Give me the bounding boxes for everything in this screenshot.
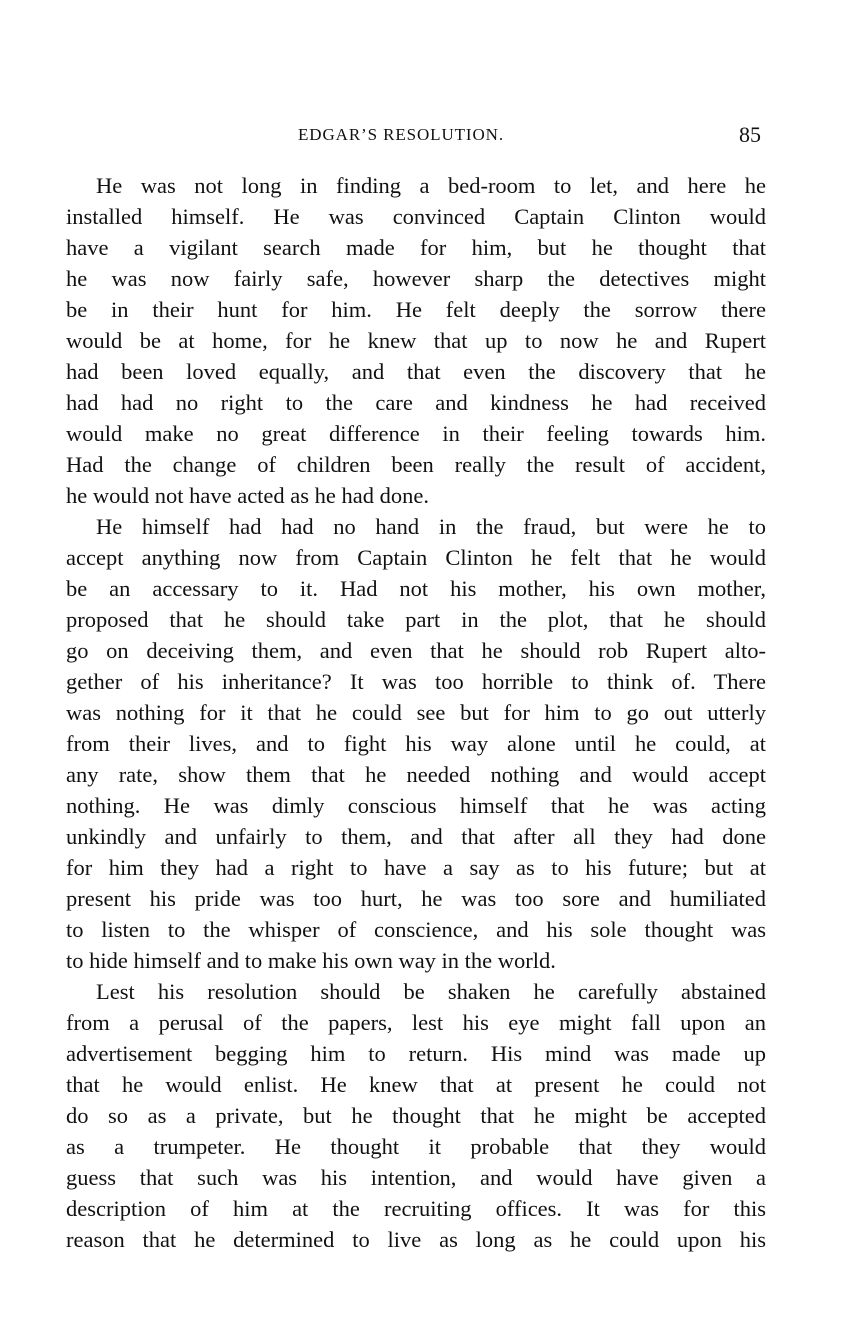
text-line: have a vigilant search made for him, but he thought that [66, 235, 766, 260]
paragraph [66, 976, 766, 1255]
text-line: had been loved equally, and that even the discovery that he [66, 359, 766, 384]
paragraph [66, 511, 766, 976]
text-line: had had no right to the care and kindness he had received [66, 390, 766, 415]
text-line: from their lives, and to fight his way alone until he could, at [66, 731, 766, 756]
text-line: unkindly and unfairly to them, and that after all they had done [66, 824, 766, 849]
text-line: from a perusal of the papers, lest his eye might fall upon an [66, 1010, 766, 1035]
paragraph [66, 170, 766, 511]
text-line: description of him at the recruiting offices. It was for this [66, 1196, 766, 1221]
text-line: he would not have acted as he had done. [66, 483, 429, 508]
running-title: EDGAR’S RESOLUTION. [298, 125, 504, 144]
text-line: for him they had a right to have a say as to his future; but at [66, 855, 766, 880]
text-line: installed himself. He was convinced Captain Clinton would [66, 204, 766, 229]
text-line: would be at home, for he knew that up to now he and Rupert [66, 328, 766, 353]
text-line: to listen to the whisper of conscience, and his sole thought was [66, 917, 766, 942]
text-line: was nothing for it that he could see but for him to go out utterly [66, 700, 766, 725]
text-line: He was not long in finding a bed-room to let, and here he [96, 173, 766, 198]
text-line: go on deceiving them, and even that he should rob Rupert alto- [66, 638, 766, 663]
text-line: He himself had had no hand in the fraud, but were he to [96, 514, 766, 539]
text-line: that he would enlist. He knew that at present he could not [66, 1072, 766, 1097]
text-line: would make no great difference in their feeling towards him. [66, 421, 766, 446]
running-head [0, 121, 845, 149]
text-line: be an accessary to it. Had not his mother, his own mother, [66, 576, 766, 601]
text-line: nothing. He was dimly conscious himself that he was acting [66, 793, 766, 818]
text-line: to hide himself and to make his own way in the world. [66, 948, 556, 973]
page-number: 85 [739, 122, 761, 147]
text-line: any rate, show them that he needed nothing and would accept [66, 762, 766, 787]
text-line: reason that he determined to live as long as he could upon his [66, 1227, 766, 1252]
text-line: be in their hunt for him. He felt deeply the sorrow there [66, 297, 766, 322]
text-line: Had the change of children been really the result of accident, [66, 452, 766, 477]
text-line: he was now fairly safe, however sharp the detectives might [66, 266, 766, 291]
text-line: as a trumpeter. He thought it probable that they would [66, 1134, 766, 1159]
text-line: guess that such was his intention, and would have given a [66, 1165, 766, 1190]
text-line: gether of his inheritance? It was too horrible to think of. There [66, 669, 766, 694]
body-text [66, 170, 766, 1255]
text-line: advertisement begging him to return. His mind was made up [66, 1041, 766, 1066]
text-line: proposed that he should take part in the plot, that he should [66, 607, 766, 632]
text-line: accept anything now from Captain Clinton he felt that he would [66, 545, 766, 570]
text-line: Lest his resolution should be shaken he carefully abstained [96, 979, 766, 1004]
text-line: do so as a private, but he thought that he might be accepted [66, 1103, 766, 1128]
text-line: present his pride was too hurt, he was too sore and humiliated [66, 886, 766, 911]
